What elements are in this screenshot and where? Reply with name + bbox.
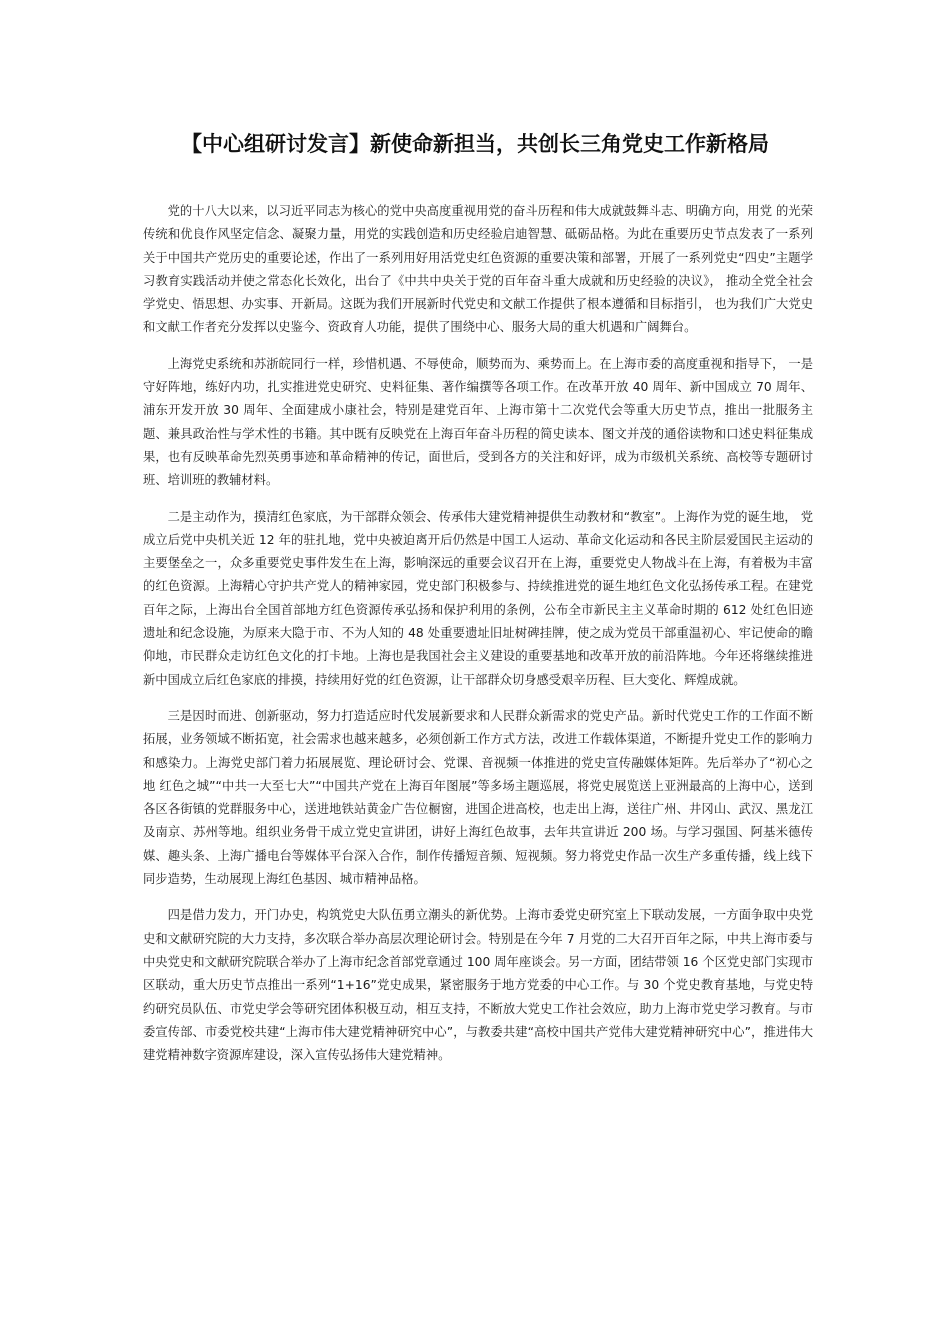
document-body (143, 200, 813, 1080)
paragraph-point-one: 上海党史系统和苏浙皖同行一样，珍惜机遇、不辱使命，顺势而为、乘势而上。在上海市委的高度重视和指导下， 一是守好阵地，练好内功，扎实推进党史研究、史料征集、著作编撰等各项工作。在改革开放 40 周年、新中国成立 70 周年、浦东开发开放 30 周年、全面建成小康社会，特别是建党百年、上海市第十二次党代会等重大历史节点，推出一批服务主题、兼具政治性与学术性的书籍。其中既有反映党在上海百年奋斗历程的简史读本、图文并茂的通俗读物和口述史料征集成果，也有反映革命先烈英勇事迹和革命精神的传记，面世后，受到各方的关注和好评，成为市级机关系统、高校等专题研讨班、培训班的教辅材料。 (143, 356, 813, 488)
paragraph-point-two: 二是主动作为，摸清红色家底，为干部群众领会、传承伟大建党精神提供生动教材和“教室”。上海作为党的诞生地， 党成立后党中央机关近 12 年的驻扎地，党中央被迫离开后仍然是中国工人运动、革命文化运动和各民主阶层爱国民主运动的主要堡垒之一，众多重要党史事件发生在上海，影响深远的重要会议召开在上海，重要党史人物战斗在上海，有着极为丰富的红色资源。上海精心守护共产党人的精神家园，党史部门积极参与、持续推进党的诞生地红色文化弘扬传承工程。在建党百年之际，上海出台全国首部地方红色资源传承弘扬和保护利用的条例，公布全市新民主主义革命时期的 612 处红色旧迹遗址和纪念设施，为原来大隐于市、不为人知的 48 处重要遗址旧址树碑挂牌，使之成为党员干部重温初心、牢记使命的瞻仰地，市民群众走访红色文化的打卡地。上海也是我国社会主义建设的重要基地和改革开放的前沿阵地。今年还将继续推进新中国成立后红色家底的排摸，持续用好党的红色资源，让干部群众切身感受艰辛历程、巨大变化、辉煌成就。 (143, 509, 813, 687)
document-title: 【中心组研讨发言】新使命新担当，共创长三角党史工作新格局 (181, 132, 769, 156)
paragraph-point-three: 三是因时而进、创新驱动，努力打造适应时代发展新要求和人民群众新需求的党史产品。新时代党史工作的工作面不断拓展，业务领域不断拓宽，社会需求也越来越多，必须创新工作方式方法，改进工作载体渠道，不断提升党史工作的影响力和感染力。上海党史部门着力拓展展览、理论研讨会、党课、音视频一体推进的党史宣传融媒体矩阵。先后举办了“初心之地 红色之城”“中共一大至七大”“中国共产党在上海百年图展”等多场主题巡展，将党史展览送上亚洲最高的上海中心，送到各区各街镇的党群服务中心，送进地铁站黄金广告位橱窗，进国企进高校，也走出上海，送往广州、井冈山、武汉、黑龙江及南京、苏州等地。组织业务骨干成立党史宣讲团，讲好上海红色故事，去年共宣讲近 200 场。与学习强国、阿基米德传媒、趣头条、上海广播电台等媒体平台深入合作，制作传播短音频、短视频。努力将党史作品一次生产多重传播，线上线下同步造势，生动展现上海红色基因、城市精神品格。 (143, 708, 813, 887)
paragraph-intro: 党的十八大以来，以习近平同志为核心的党中央高度重视用党的奋斗历程和伟大成就鼓舞斗志、明确方向，用党 的光荣传统和优良作风坚定信念、凝聚力量，用党的实践创造和历史经验启迪智慧、砥砺品格。为此在重要历史节点发表了一系列关于中国共产党历史的重要论述，作出了一系列用好用活党史红色资源的重要决策和部署，开展了一系列党史“四史”主题学习教育实践活动并使之常态化长效化，出台了《中共中央关于党的百年奋斗重大成就和历史经验的决议》， 推动全党全社会学党史、悟思想、办实事、开新局。这既为我们开展新时代党史和文献工作提供了根本遵循和目标指引， 也为我们广大党史和文献工作者充分发挥以史鉴今、资政育人功能，提供了围绕中心、服务大局的重大机遇和广阔舞台。 (143, 204, 813, 335)
paragraph-point-four: 四是借力发力，开门办史，构筑党史大队伍勇立潮头的新优势。上海市委党史研究室上下联动发展，一方面争取中央党史和文献研究院的大力支持，多次联合举办高层次理论研讨会。特别是在今年 7 月党的二大召开百年之际，中共上海市委与中央党史和文献研究院联合举办了上海市纪念首部党章通过 100 周年座谈会。另一方面，团结带领 16 个区党史部门实现市区联动，重大历史节点推出一系列“1+16”党史成果，紧密服务于地方党委的中心工作。与 30 个党史教育基地，与党史特约研究员队伍、市党史学会等研究团体积极互动，相互支持，不断放大党史工作社会效应，助力上海市党史学习教育。与市委宣传部、市委党校共建“上海市伟大建党精神研究中心”，与教委共建“高校中国共产党伟大建党精神研究中心”，推进伟大建党精神数字资源库建设，深入宣传弘扬伟大建党精神。 (143, 908, 813, 1063)
